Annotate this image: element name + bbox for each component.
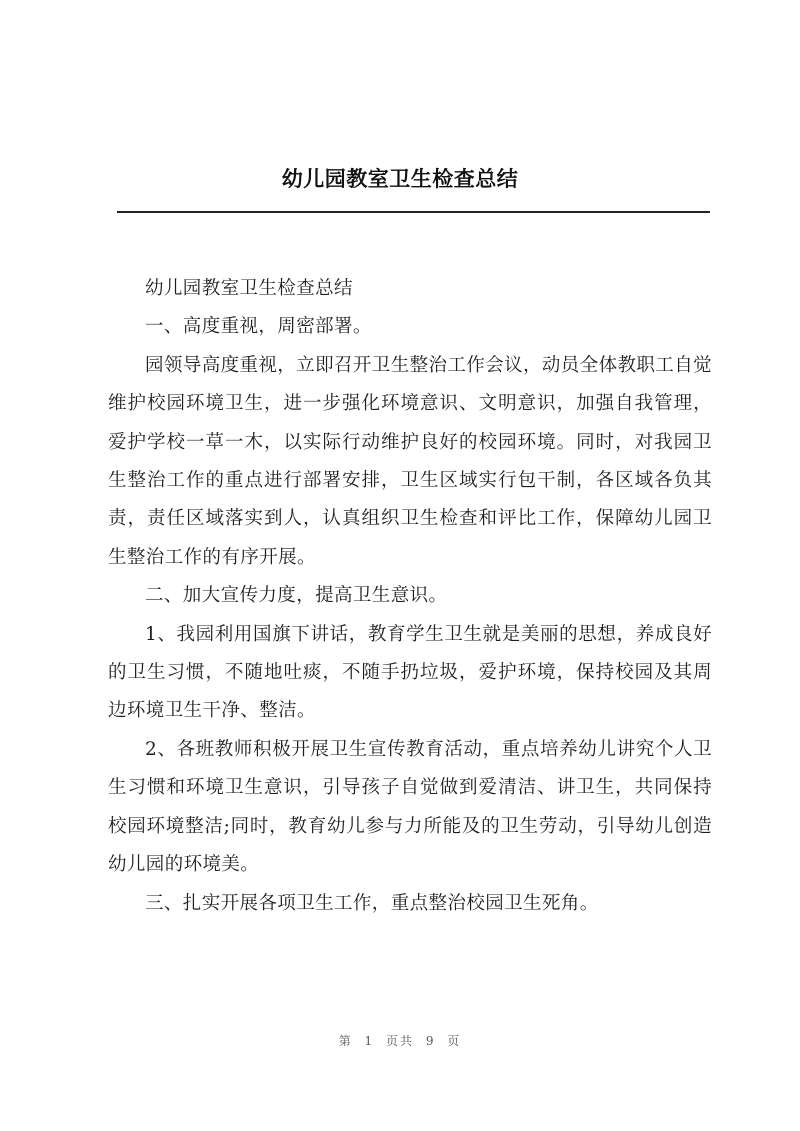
paragraph-heading-repeat: 幼儿园教室卫生检查总结 bbox=[145, 278, 353, 299]
section-heading-2: 二、加大宣传力度，提高卫生意识。 bbox=[145, 585, 448, 607]
paragraph-1: 园领导高度重视，立即召开卫生整治工作会议，动员全体教职工自觉维护校园环境卫生，进一步强化环境意识、文明意识，加强自我管理，爱护学校一草一木，以实际行动维护良好的校园环境。同时，对我园卫生整治工作的重点进行部署安排，卫生区域实行包干制，各区域各负其责，责任区域落实到人，认真组织卫生检查和评比工作，保障幼儿园卫生整治工作的有序开展。 bbox=[108, 354, 713, 568]
paragraph-2-item-1: 1、我园利用国旗下讲话，教育学生卫生就是美丽的思想，养成良好的卫生习惯，不随地吐痰，不随手扔垃圾，爱护环境，保持校园及其周边环境卫生干净、整洁。 bbox=[108, 623, 712, 722]
title-divider bbox=[117, 211, 710, 213]
section-heading-1: 一、高度重视，周密部署。 bbox=[145, 316, 372, 338]
section-heading-3: 三、扎实开展各项卫生工作，重点整治校园卫生死角。 bbox=[145, 892, 599, 914]
document-title: 幼儿园教室卫生检查总结 bbox=[281, 167, 519, 191]
page-number: 第 1 页共 9 页 bbox=[338, 1034, 462, 1048]
paragraph-2-item-2: 2、各班教师积极开展卫生宣传教育活动，重点培养幼儿讲究个人卫生习惯和环境卫生意识，引导孩子自觉做到爱清洁、讲卫生，共同保持校园环境整洁;同时，教育幼儿参与力所能及的卫生劳动，引导幼儿创造幼儿园的环境美。 bbox=[108, 738, 712, 876]
document-body bbox=[108, 270, 712, 923]
